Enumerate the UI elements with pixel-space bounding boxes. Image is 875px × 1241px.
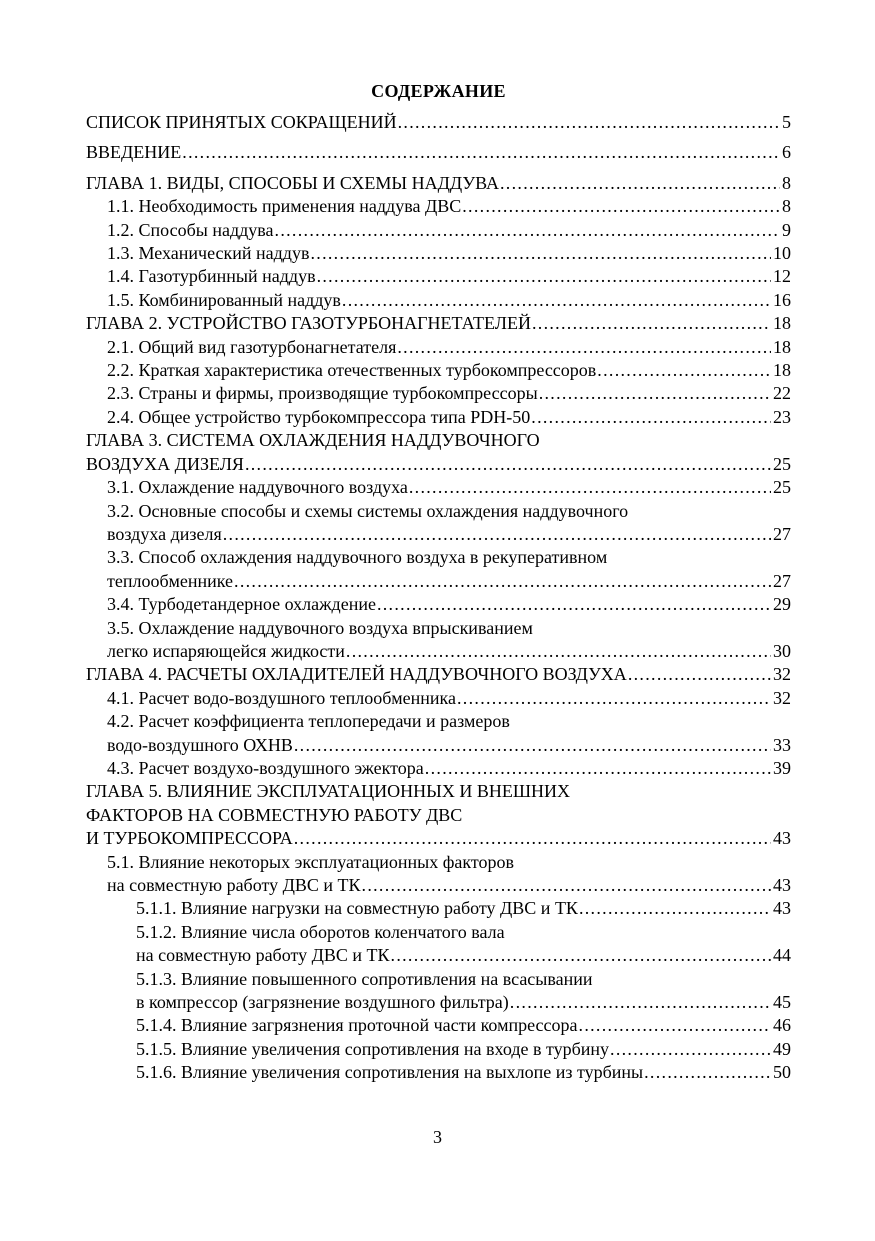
toc-entry[interactable] [86, 1014, 791, 1037]
toc-entry-page: 18 [773, 336, 791, 357]
toc-entry-title: 5.1.4. Влияние загрязнения проточной части компрессора [136, 1015, 578, 1036]
dot-leader [409, 476, 771, 499]
toc-entry[interactable] [86, 687, 791, 710]
dot-leader [362, 874, 771, 897]
toc-entry-page: 8 [782, 172, 791, 193]
toc-entry[interactable] [86, 617, 791, 664]
toc-entry-title: 4.3. Расчет воздухо-воздушного эжектора [107, 757, 424, 778]
dot-leader [532, 312, 771, 335]
toc-entry[interactable] [86, 312, 791, 335]
toc-entry-title: 2.2. Краткая характеристика отечественных турбокомпрессоров [107, 360, 597, 381]
dot-leader [275, 219, 780, 242]
toc-entry-title: 3.4. Турбодетандерное охлаждение [107, 594, 376, 615]
dot-leader [462, 195, 780, 218]
dot-leader [644, 1061, 771, 1084]
toc-entry[interactable] [86, 265, 791, 288]
toc-entry-page: 27 [773, 570, 791, 591]
toc-entry-title-cont: на совместную работу ДВС и ТК [136, 945, 390, 966]
dot-leader [500, 172, 780, 195]
toc-entry-title: 2.4. Общее устройство турбокомпрессора типа PDH-50 [107, 406, 531, 427]
toc-entry-title: 5.1. Влияние некоторых эксплуатационных факторов [107, 851, 514, 872]
toc-entry-page: 12 [773, 266, 791, 287]
toc-entry-page: 8 [782, 196, 791, 217]
toc-entry-page: 49 [773, 1038, 791, 1059]
toc-entry-title: 5.1.3. Влияние повышенного сопротивления на всасывании [136, 968, 593, 989]
toc-entry-page: 6 [782, 142, 791, 163]
toc-entry-title: 3.5. Охлаждение наддувочного воздуха впрыскиванием [107, 617, 533, 638]
toc-entry[interactable] [86, 1061, 791, 1084]
toc-entry-title-cont: в компрессор (загрязнение воздушного фильтра) [136, 992, 509, 1013]
toc-entry-title: 5.1.2. Влияние числа оборотов коленчатого вала [136, 921, 505, 942]
toc-entry-page: 29 [773, 594, 791, 615]
toc-entry[interactable] [86, 429, 791, 476]
toc-entry-page: 39 [773, 757, 791, 778]
toc-entry[interactable] [86, 141, 791, 164]
toc-entry-page: 45 [773, 992, 791, 1013]
toc-entry-page: 30 [773, 640, 791, 661]
toc-entry-page: 43 [773, 898, 791, 919]
toc-entry[interactable] [86, 968, 791, 1015]
toc-entry-page: 43 [773, 875, 791, 895]
dot-leader [310, 242, 771, 265]
toc-entry-page: 46 [773, 1015, 791, 1036]
toc-entry[interactable] [86, 336, 791, 359]
toc-entry-page: 32 [773, 664, 791, 685]
dot-leader [457, 687, 771, 710]
dot-leader [182, 141, 780, 164]
dot-leader [579, 897, 771, 920]
toc-entry-title: 1.4. Газотурбинный наддув [107, 266, 316, 287]
toc-entry[interactable] [86, 710, 791, 757]
toc-entry[interactable] [86, 289, 791, 312]
toc-entry-title: ГЛАВА 4. РАСЧЕТЫ ОХЛАДИТЕЛЕЙ НАДДУВОЧНОГО ВОЗДУХА [86, 664, 627, 685]
dot-leader [317, 265, 771, 288]
toc-entry-title: 3.2. Основные способы и схемы системы охлаждения наддувочного [107, 500, 629, 521]
toc-entry-title: ГЛАВА 1. ВИДЫ, СПОСОБЫ И СХЕМЫ НАДДУВА [86, 172, 499, 193]
toc-entry-title: 5.1.6. Влияние увеличения сопротивления на выхлопе из турбины [136, 1062, 644, 1083]
dot-leader [531, 406, 771, 429]
toc-entry-title-cont: ФАКТОРОВ НА СОВМЕСТНУЮ РАБОТУ ДВС [86, 804, 463, 825]
toc-entry-title: 3.1. Охлаждение наддувочного воздуха [107, 477, 408, 498]
toc-entry-page: 18 [773, 313, 791, 334]
toc-entry-page: 16 [773, 289, 791, 310]
toc-entry-title: ГЛАВА 3. СИСТЕМА ОХЛАЖДЕНИЯ НАДДУВОЧНОГО [86, 430, 540, 451]
toc-entry-title: ГЛАВА 5. ВЛИЯНИЕ ЭКСПЛУАТАЦИОННЫХ И ВНЕШНИХ [86, 781, 570, 802]
dot-leader [425, 757, 771, 780]
dot-leader [610, 1038, 771, 1061]
page-number: 3 [433, 1127, 442, 1147]
dot-leader [377, 593, 771, 616]
toc-entry-page: 44 [773, 945, 791, 966]
toc-entry-title: СПИСОК ПРИНЯТЫХ СОКРАЩЕНИЙ [86, 112, 397, 132]
toc-entry-title: 4.2. Расчет коэффициента теплопередачи и размеров [107, 711, 510, 732]
table-of-contents-page [86, 78, 791, 1085]
toc-entry[interactable] [86, 780, 791, 850]
dot-leader [223, 523, 771, 546]
dot-leader [539, 382, 771, 405]
toc-entry-title: 2.1. Общий вид газотурбонагнетателя [107, 336, 397, 357]
toc-entry[interactable] [86, 359, 791, 382]
dot-leader [510, 991, 771, 1014]
toc-entry-title: 5.1.1. Влияние нагрузки на совместную работу ДВС и ТК [136, 898, 578, 919]
toc-entry-title-cont: на совместную работу ДВС и ТК [107, 875, 361, 895]
toc-entry-page: 9 [782, 219, 791, 240]
dot-leader [397, 336, 771, 359]
dot-leader [294, 734, 771, 757]
toc-entry-title: 1.2. Способы наддува [107, 219, 274, 240]
toc-entry[interactable] [86, 500, 791, 547]
toc-entry-page: 43 [773, 828, 791, 849]
dot-leader [294, 827, 771, 850]
dot-leader [391, 944, 771, 967]
dot-leader [234, 570, 771, 593]
toc-entry[interactable] [86, 851, 791, 898]
toc-entry[interactable] [86, 921, 791, 968]
toc-entry[interactable] [86, 757, 791, 780]
toc-entry-page: 25 [773, 453, 791, 474]
toc-entry-title: ГЛАВА 2. УСТРОЙСТВО ГАЗОТУРБОНАГНЕТАТЕЛЕЙ [86, 313, 531, 334]
toc-entry-page: 50 [773, 1062, 791, 1083]
toc-entry[interactable] [86, 476, 791, 499]
toc-entry-title: 2.3. Страны и фирмы, производящие турбокомпрессоры [107, 383, 538, 404]
dot-leader [245, 453, 771, 476]
toc-entry-page: 27 [773, 523, 791, 544]
toc-entry-title-cont: И ТУРБОКОМПРЕССОРА [86, 828, 293, 849]
toc-entry-page: 10 [773, 243, 791, 264]
toc-entry[interactable] [86, 219, 791, 242]
toc-entry[interactable] [86, 546, 791, 593]
toc-entry-title: 5.1.5. Влияние увеличения сопротивления на входе в турбину [136, 1038, 610, 1059]
toc-entry-title: 1.1. Необходимость применения наддува ДВС [107, 196, 462, 217]
toc-entry-title: 3.3. Способ охлаждения наддувочного воздуха в рекуперативном [107, 547, 608, 568]
toc-entry-title-cont: ВОЗДУХА ДИЗЕЛЯ [86, 453, 244, 474]
toc-entry[interactable] [86, 111, 791, 134]
toc-entry[interactable] [86, 663, 791, 686]
toc-entry[interactable] [86, 406, 791, 429]
dot-leader [597, 359, 771, 382]
dot-leader [628, 663, 771, 686]
toc-entry[interactable] [86, 897, 791, 920]
toc-entry-title-cont: теплообменнике [107, 570, 234, 591]
toc-entry-title: ВВЕДЕНИЕ [86, 142, 182, 163]
toc-entry-page: 33 [773, 734, 791, 755]
toc-entry[interactable] [86, 382, 791, 405]
dot-leader [398, 111, 780, 134]
toc-entry-title: 1.3. Механический наддув [107, 243, 310, 264]
toc-entry-page: 32 [773, 687, 791, 708]
toc-entry-page: 18 [773, 360, 791, 381]
toc-entry[interactable] [86, 593, 791, 616]
toc-entry-title: 1.5. Комбинированный наддув [107, 289, 341, 310]
toc-list [86, 111, 791, 1085]
toc-entry-title-cont: водо-воздушного ОХНВ [107, 734, 293, 755]
toc-entry-page: 23 [773, 406, 791, 427]
toc-entry-title: 4.1. Расчет водо-воздушного теплообменника [107, 687, 456, 708]
toc-entry-page: 22 [773, 383, 791, 404]
toc-entry-title-cont: воздуха дизеля [107, 523, 222, 544]
toc-entry-page: 25 [773, 477, 791, 498]
toc-entry-page: 5 [782, 112, 791, 132]
toc-entry-title-cont: легко испаряющейся жидкости [107, 640, 345, 661]
dot-leader [346, 640, 771, 663]
toc-entry[interactable] [86, 172, 791, 195]
toc-entry[interactable] [86, 242, 791, 265]
toc-entry[interactable] [86, 195, 791, 218]
dot-leader [579, 1014, 771, 1037]
dot-leader [342, 289, 771, 312]
toc-entry[interactable] [86, 1038, 791, 1061]
page-title: СОДЕРЖАНИЕ [371, 81, 506, 101]
